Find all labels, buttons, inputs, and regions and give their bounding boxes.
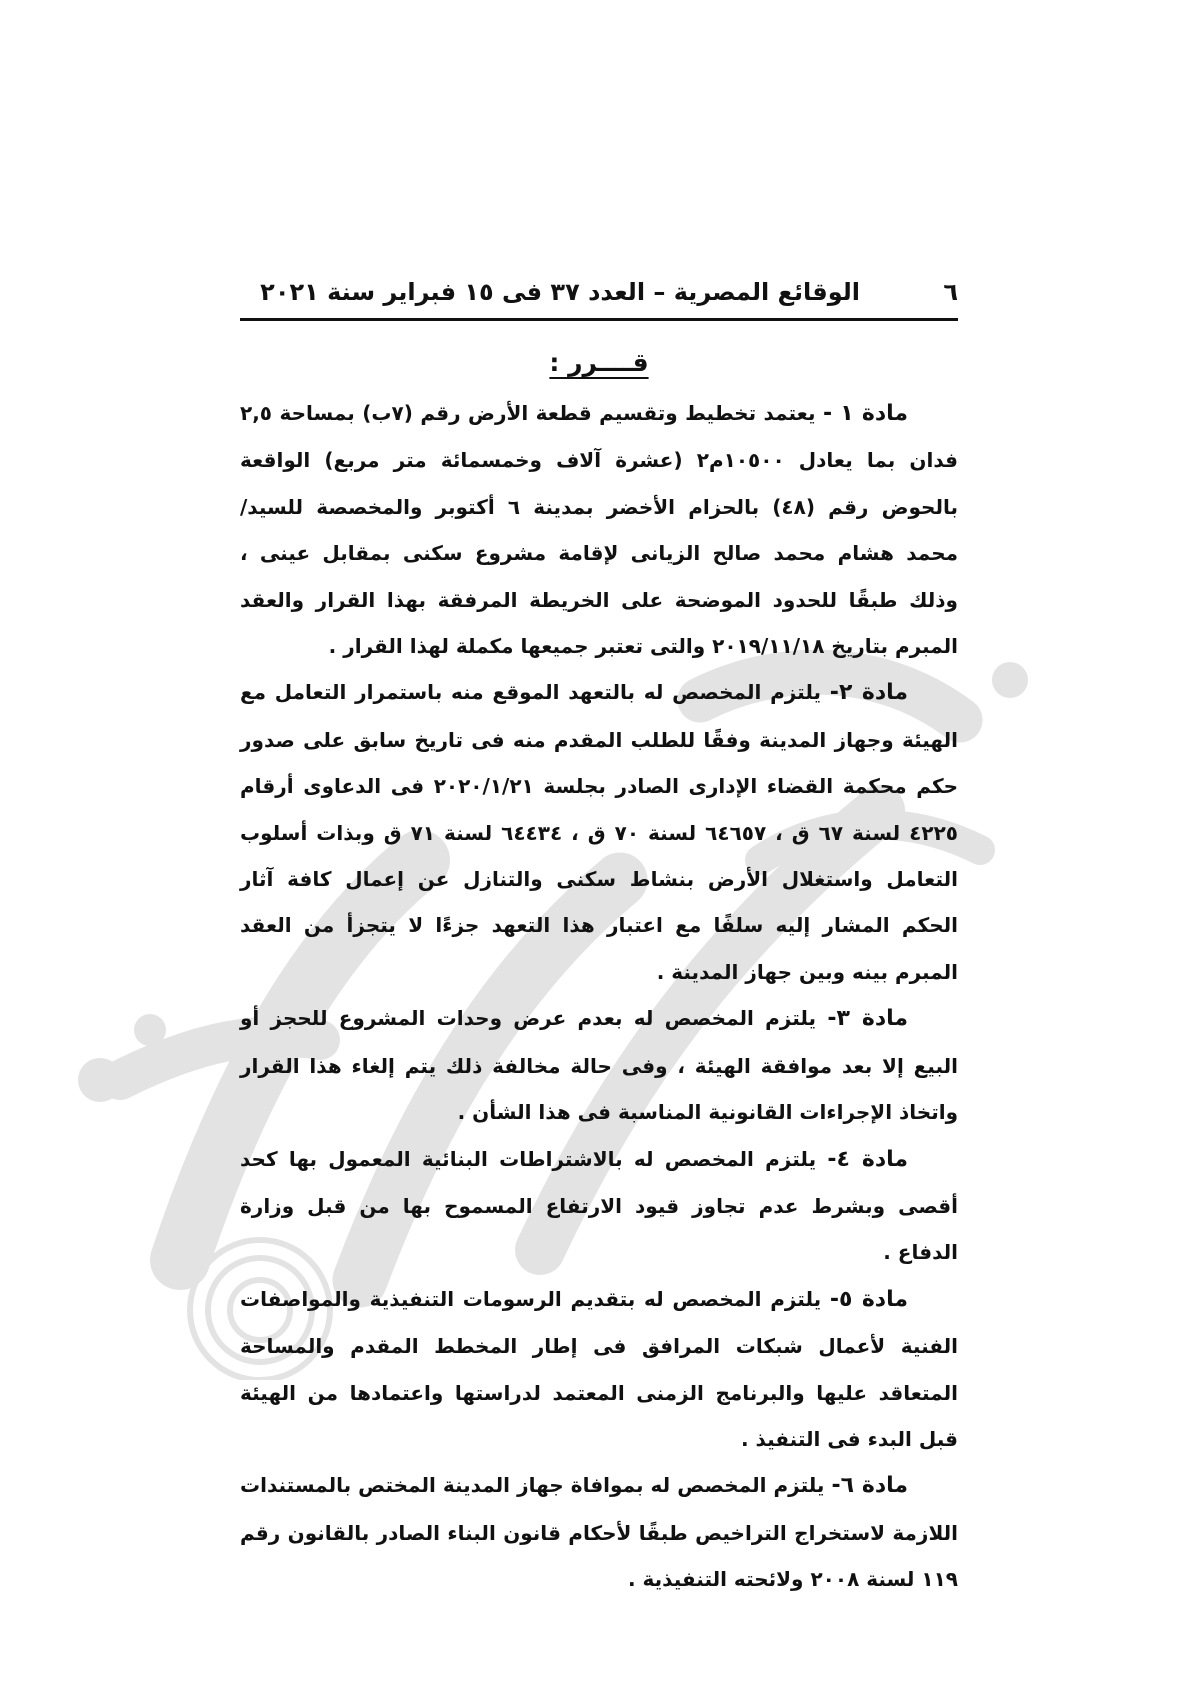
article-text: يعتمد تخطيط وتقسيم قطعة الأرض رقم (٧ب) بمساحة ٢,٥ فدان بما يعادل ١٠٥٠٠م٢ (عشرة آلاف وخمسمائة متر مربع) الواقعة بالحوض رقم (٤٨) بالحزام الأخضر بمدينة ٦ أكتوبر والمخصصة للسيد/ محمد هشام محمد صالح الزيانى لإقامة مشروع سكنى بمقابل عينى ، وذلك طبقًا للحدود الموضحة على الخريطة المرفقة بهذا القرار والعقد المبرم بتاريخ ٢٠١٩/١١/١٨ والتى تعتبر جميعها مكملة لهذا القرار . (240, 401, 958, 659)
header-rule (240, 318, 958, 321)
decision-body (240, 390, 958, 1603)
article-label: مادة ٢- (829, 680, 908, 706)
article-label: مادة ٥- (829, 1286, 908, 1312)
article (240, 995, 958, 1135)
article-text: يلتزم المخصص له بموافاة جهاز المدينة المختص بالمستندات اللازمة لاستخراج التراخيص طبقًا لأحكام قانون البناء الصادر بالقانون رقم ١١٩ لسنة ٢٠٠٨ ولائحته التنفيذية . (240, 1473, 958, 1592)
article (240, 390, 958, 669)
article-label: مادة ٤- (827, 1146, 909, 1172)
decision-heading (240, 348, 958, 377)
article (240, 669, 958, 995)
page-number: ٦ (943, 278, 958, 306)
article (240, 1276, 958, 1463)
running-title: الوقائع المصرية – العدد ٣٧ فى ١٥ فبراير سنة ٢٠٢١ (260, 278, 860, 306)
decision-heading-text: قــــرر : (549, 348, 649, 377)
article-text: يلتزم المخصص له بالاشتراطات البنائية المعمول بها كحد أقصى وبشرط عدم تجاوز قيود الارتفاع المسموح بها من قبل وزارة الدفاع . (240, 1146, 958, 1265)
article-label: مادة ٦- (831, 1473, 908, 1499)
article-text: يلتزم المخصص له بالتعهد الموقع منه باستمرار التعامل مع الهيئة وجهاز المدينة وفقًا للطلب المقدم منه فى تاريخ سابق على صدور حكم محكمة القضاء الإدارى الصادر بجلسة ٢٠٢٠/١/٢١ فى الدعاوى أرقام ٤٢٢٥ لسنة ٦٧ ق ، ٦٤٦٥٧ لسنة ٧٠ ق ، ٦٤٤٣٤ لسنة ٧١ ق وبذات أسلوب التعامل واستغلال الأرض بنشاط سكنى والتنازل عن إعمال كافة آثار الحكم المشار إليه سلفًا مع اعتبار هذا التعهد جزءًا لا يتجزأ من العقد المبرم بينه وبين جهاز المدينة . (240, 680, 959, 984)
article (240, 1462, 958, 1602)
article (240, 1136, 958, 1276)
article-text: يلتزم المخصص له بعدم عرض وحدات المشروع للحجز أو البيع إلا بعد موافقة الهيئة ، وفى حالة مخالفة ذلك يتم إلغاء هذا القرار واتخاذ الإجراءات القانونية المناسبة فى هذا الشأن . (240, 1006, 958, 1125)
article-label: مادة ١ - (822, 401, 909, 426)
article-text: يلتزم المخصص له بتقديم الرسومات التنفيذية والمواصفات الفنية لأعمال شبكات المرافق فى إطار المخطط المقدم والمساحة المتعاقد عليها والبرنامج الزمنى المعتمد لدراستها واعتمادها من الهيئة قبل البدء فى التنفيذ . (240, 1286, 958, 1451)
page-header (240, 274, 958, 320)
article-label: مادة ٣- (827, 1006, 908, 1032)
